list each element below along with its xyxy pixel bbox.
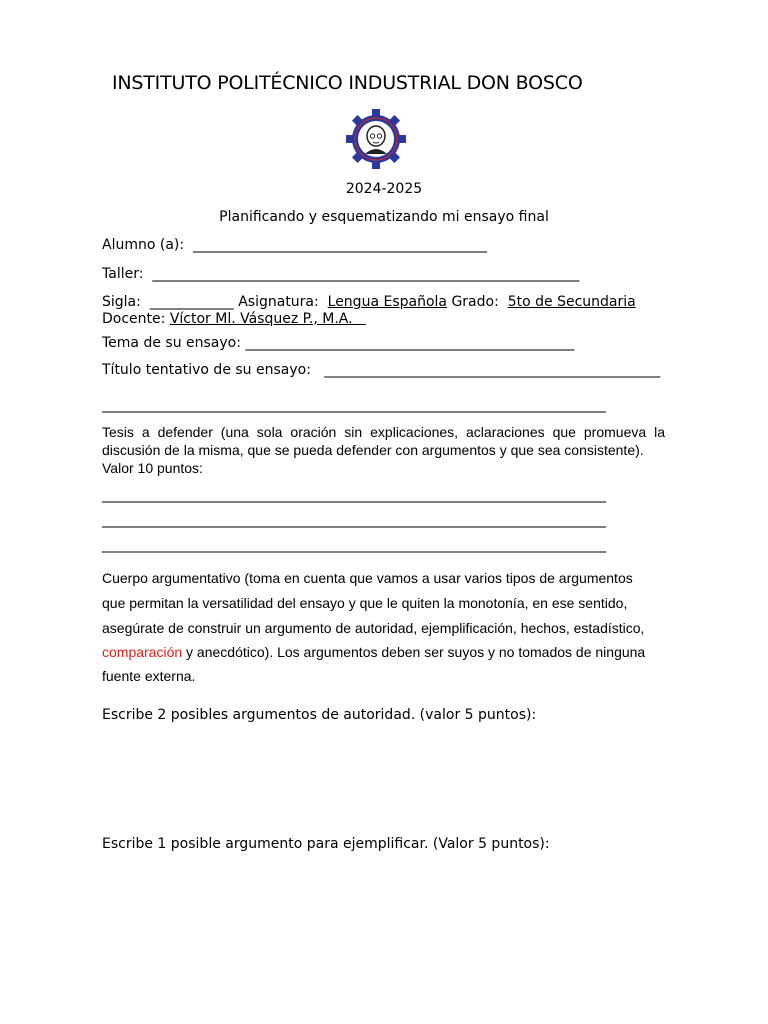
- tesis-blank-line-1[interactable]: ________________________________________________________________________: [102, 487, 606, 503]
- institution-title: INSTITUTO POLITÉCNICO INDUSTRIAL DON BOSCO: [112, 72, 583, 94]
- taller-field[interactable]: [102, 266, 579, 282]
- cuerpo-line-3: asegúrate de construir un argumento de autoridad, ejemplificación, hechos, estadístico,: [102, 620, 645, 636]
- docente-row: [102, 311, 366, 327]
- cuerpo-line-2: que permitan la versatilidad del ensayo y que le quiten la monotonía, en ese sentido,: [102, 595, 628, 611]
- sigla-blank-line[interactable]: ____________: [149, 294, 234, 310]
- tesis-text: Tesis a defender (una sola oración sin explicaciones, aclaraciones que promueva la discusión de la misma, que se pueda defender con argumentos y que sea consistente).: [102, 424, 665, 458]
- comparacion-highlight: comparación: [102, 644, 183, 660]
- taller-blank-line[interactable]: _____________________________________________________________: [152, 266, 580, 282]
- alumno-label: Alumno (a):: [102, 237, 185, 253]
- tesis-blank-line-2[interactable]: ________________________________________________________________________: [102, 512, 606, 528]
- prompt-autoridad: Escribe 2 posibles argumentos de autoridad. (valor 5 puntos):: [102, 707, 537, 723]
- tesis-instructions: [102, 423, 665, 477]
- asignatura-label: Asignatura:: [238, 294, 319, 310]
- document-subtitle: Planificando y esquematizando mi ensayo final: [219, 209, 549, 225]
- taller-label: Taller:: [102, 266, 144, 282]
- asignatura-value: Lengua Española: [327, 294, 447, 310]
- docente-value: Víctor Ml. Vásquez P., M.A.: [169, 311, 353, 327]
- sigla-label: Sigla:: [102, 294, 141, 310]
- cuerpo-line-4-rest: y anecdótico). Los argumentos deben ser suyos y no tomados de ninguna: [182, 644, 646, 660]
- titulo-blank-line[interactable]: ________________________________________________: [324, 362, 661, 378]
- school-logo: [345, 108, 407, 170]
- tesis-blank-line-3[interactable]: ________________________________________________________________________: [102, 537, 606, 553]
- prompt-ejemplificar: Escribe 1 posible argumento para ejemplificar. (Valor 5 puntos):: [102, 836, 550, 852]
- grado-label: Grado:: [451, 294, 499, 310]
- tema-field[interactable]: [102, 335, 574, 351]
- tema-label: Tema de su ensayo:: [102, 335, 241, 351]
- cuerpo-line-5: fuente externa.: [102, 668, 196, 684]
- titulo-blank-line-2[interactable]: ________________________________________________________________________: [102, 397, 606, 413]
- alumno-field[interactable]: [102, 237, 487, 253]
- alumno-blank-line[interactable]: __________________________________________: [193, 237, 487, 253]
- tema-blank-line[interactable]: _______________________________________________: [245, 335, 575, 351]
- cuerpo-line-1: Cuerpo argumentativo (toma en cuenta que vamos a usar varios tipos de argumentos: [102, 570, 633, 586]
- tesis-valor: Valor 10 puntos:: [102, 460, 203, 476]
- gear-portrait-seal-icon: [345, 108, 407, 170]
- cuerpo-line-4: [102, 644, 645, 660]
- course-info-row: [102, 294, 636, 310]
- school-year: 2024-2025: [345, 181, 423, 197]
- titulo-field[interactable]: [102, 362, 660, 378]
- grado-value: 5to de Secundaria: [507, 294, 636, 310]
- titulo-label: Título tentativo de su ensayo:: [102, 362, 311, 378]
- docente-label: Docente:: [102, 311, 166, 327]
